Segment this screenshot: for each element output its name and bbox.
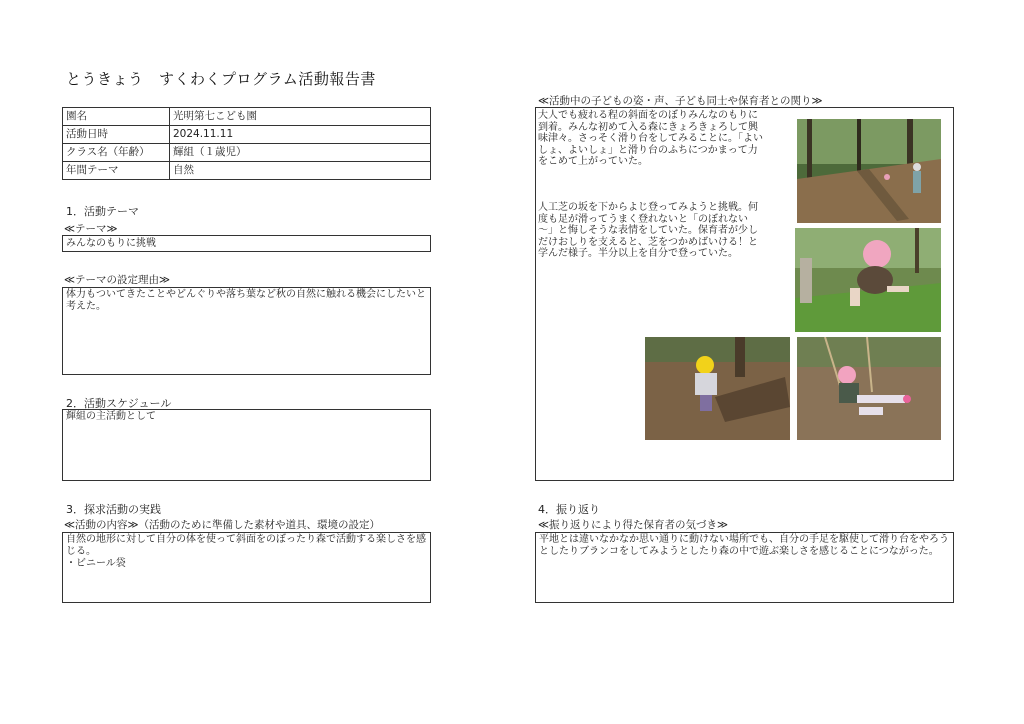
info-table xyxy=(62,107,431,180)
observation-box xyxy=(535,107,954,481)
photo-swing xyxy=(797,337,941,440)
table-row xyxy=(63,144,431,162)
info-label: 園名 xyxy=(63,108,170,126)
photo-log xyxy=(645,337,790,440)
content-text: 自然の地形に対して自分の体を使って斜面をのぼったり森で活動する楽しさを感じる。 xyxy=(66,534,426,557)
observation-text-1: 大人でも疲れる程の斜面をのぼりみんなのもりに到着。みんな初めて入る森にきょろきょろして興味津々。さっそく滑り台をしてみることに。「よいしょ、よいしょ」と滑り台のふちにつかまって力をこめて上がっていた。 xyxy=(538,110,763,167)
section3-heading: 3．探求活動の実践 xyxy=(66,503,161,516)
content-box xyxy=(62,532,431,603)
photo-slide xyxy=(797,119,941,223)
page-title: とうきょう すくわくプログラム活動報告書 xyxy=(66,70,376,88)
reflection-box xyxy=(535,532,954,603)
info-label: 年間テーマ xyxy=(63,162,170,180)
observation-text-2: 人工芝の坂を下からよじ登ってみようと挑戦。何度も足が滑ってうまく登れないと「のぼれない～」と悔しそうな表情をしていた。保育者が少しだけおしりを支えると、芝をつかめばいける！と学んだ様子。半分以上を自分で登っていた。 xyxy=(538,202,758,259)
info-value: 輝組（１歳児） xyxy=(170,144,431,162)
content-label: ≪活動の内容≫（活動のために準備した素材や道具、環境の設定） xyxy=(64,519,380,531)
photo-log-image xyxy=(645,337,790,440)
schedule-box xyxy=(62,409,431,481)
info-value: 自然 xyxy=(170,162,431,180)
section1-heading: 1．活動テーマ xyxy=(66,205,139,218)
table-row xyxy=(63,126,431,144)
photo-grass-slope-image xyxy=(795,228,941,332)
photo-swing-image xyxy=(797,337,941,440)
info-label: 活動日時 xyxy=(63,126,170,144)
content-item: ・ビニール袋 xyxy=(66,558,126,569)
table-row xyxy=(63,162,431,180)
photo-slide-image xyxy=(797,119,941,223)
info-label: クラス名（年齢） xyxy=(63,144,170,162)
theme-label: ≪テーマ≫ xyxy=(64,223,118,235)
theme-text: みんなのもりに挑戦 xyxy=(66,238,156,249)
photo-grass-slope xyxy=(795,228,941,332)
reason-text: 体力もついてきたことやどんぐりや落ち葉など秋の自然に触れる機会にしたいと考えた。 xyxy=(66,289,426,312)
reflection-label: ≪振り返りにより得た保育者の気づき≫ xyxy=(538,519,728,531)
info-value: 光明第七こども園 xyxy=(170,108,431,126)
theme-box xyxy=(62,235,431,252)
reflection-text: 平地とは違いなかなか思い通りに動けない場所でも、自分の手足を駆使して滑り台をやろうとしたりブランコをしてみようとしたり森の中で遊ぶ楽しさを感じることにつながった。 xyxy=(539,534,949,557)
reason-box xyxy=(62,287,431,375)
table-row xyxy=(63,108,431,126)
section2-heading: 2．活動スケジュール xyxy=(66,397,172,410)
info-value: 2024.11.11 xyxy=(170,126,431,144)
schedule-text: 輝組の主活動として xyxy=(66,411,156,422)
observation-heading: ≪活動中の子どもの姿・声、子ども同士や保育者との関り≫ xyxy=(538,95,823,107)
section4-heading: 4．振り返り xyxy=(538,503,600,516)
reason-label: ≪テーマの設定理由≫ xyxy=(64,274,170,286)
